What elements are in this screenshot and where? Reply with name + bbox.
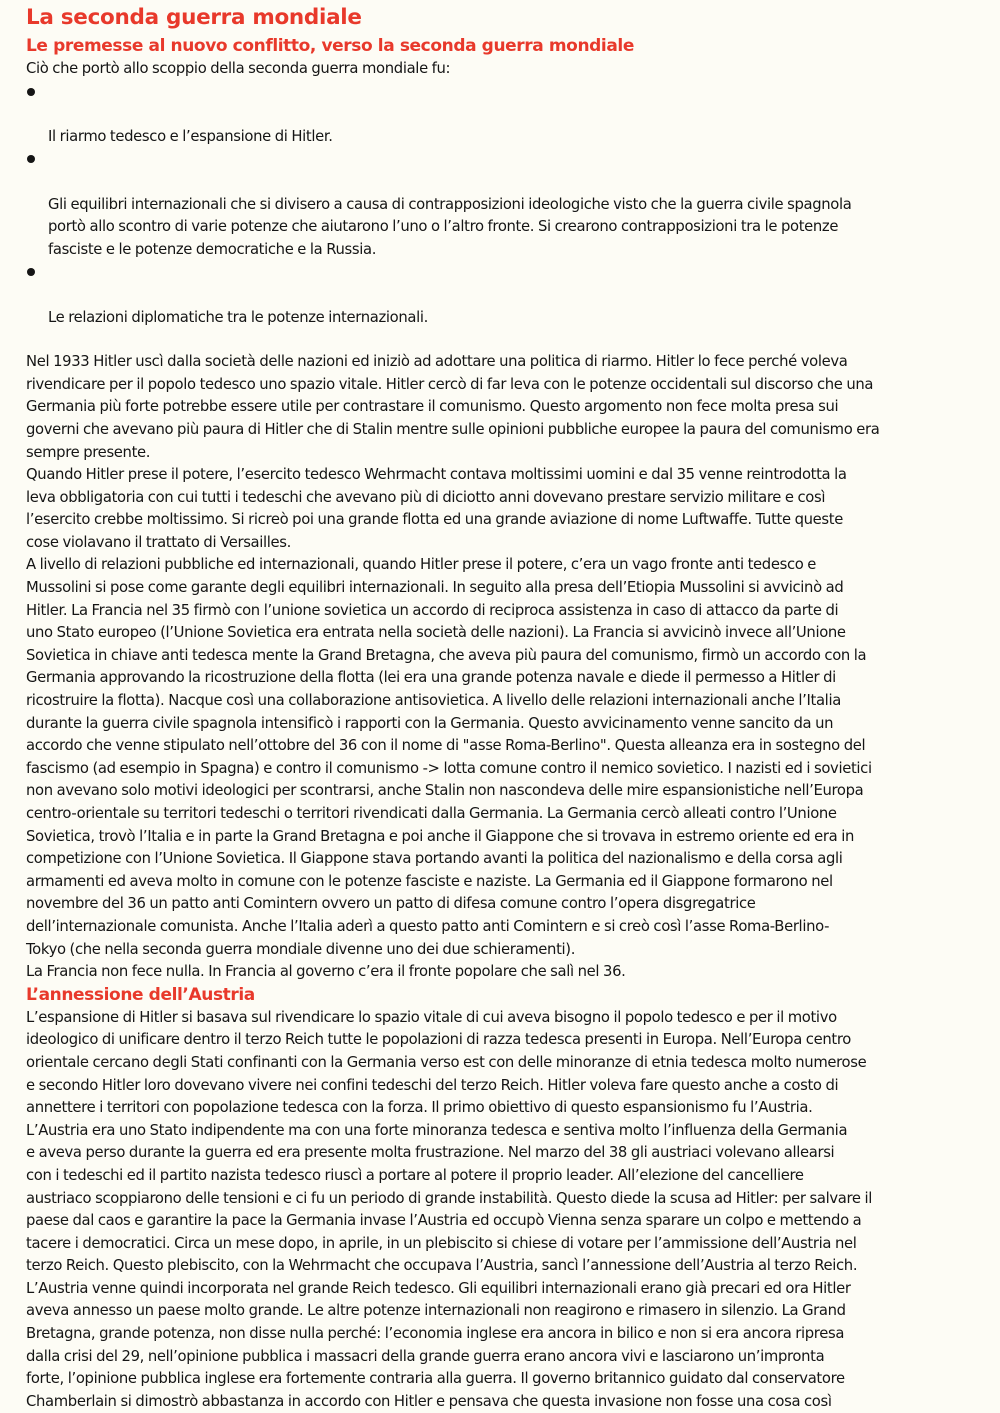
- list-item-text: Le relazioni diplomatiche tra le potenze internazionali.: [48, 308, 428, 326]
- list-item: [48, 81, 976, 149]
- list-item-text: Il riarmo tedesco e l’espansione di Hitler.: [48, 127, 333, 145]
- paragraph-wehrmacht: Quando Hitler prese il potere, l’esercito tedesco Wehrmacht contava moltissimi uomini e dal 35 venne reintrodotta la leva obbligatoria con cui tutti i tedeschi che avevano più di diciotto anni dovevano prestare servizio militare e così l’esercito crebbe moltissimo. Si ricreò poi una grande flotta ed una grande aviazione di nome Luftwaffe. Tutte queste cose violavano il trattato di Versailles.: [26, 466, 847, 551]
- list-item-text: Gli equilibri internazionali che si divisero a causa di contrapposizioni ideologiche visto che la guerra civile spagnola portò allo scontro di varie potenze che aiutarono l’uno o l’altro fronte. Si crearono contrapposizioni tra le potenze fasciste e le potenze democratiche e la Russia.: [48, 195, 852, 258]
- section-heading-austria: L’annessione dell’Austria: [26, 984, 255, 1005]
- paragraph-relazioni: A livello di relazioni pubbliche ed internazionali, quando Hitler prese il potere, c’era un vago fronte anti tedesco e Mussolini si pose come garante degli equilibri internazionali. In seguito alla presa dell’Etiopia Mussolini si avvicinò ad Hitler. La Francia nel 35 firmò con l’unione sovietica un accordo di reciproca assistenza in caso di attacco da parte di uno Stato europeo (l’Unione Sovietica era entrata nella società delle nazioni). La Francia si avvicinò invece all’Unione Sovietica in chiave anti tedesca mente la Grand Bretagna, che aveva più paura del comunismo, firmò un accordo con la Germania approvando la ricostruzione della flotta (lei era una grande potenza navale e diede il permesso a Hitler di ricostruire la flotta). Nacque così una collaborazione antisovietica. A livello delle relazioni internazionali anche l’Italia durante la guerra civile spagnola intensificò i rapporti con la Germania. Questo avvicinamento venne sancito da un accordo che venne stipulato nell’ottobre del 36 con il nome di "asse Roma-Berlino". Questa alleanza era in sostegno del fascismo (ad esempio in Spagna) e contro il comunismo -> lotta comune contro il nemico sovietico. I nazisti ed i sovietici non avevano solo motivi ideologici per scontrarsi, anche Stalin non nascondeva delle mire espansionistiche nell’Europa centro-orientale su territori tedeschi o territori rivendicati dalla Germania. La Germania cercò alleati contro l’Unione Sovietica, trovò l’Italia e in parte la Grand Bretagna e poi anche il Giappone che si trovava in estremo oriente ed era in competizione con l’Unione Sovietica. Il Giappone stava portando avanti la politica del nazionalismo e della corsa agli armamenti ed aveva molto in comune con le potenze fasciste e naziste. La Germania ed il Giappone formarono nel novembre del 36 un patto anti Comintern ovvero un patto di difesa comune contro l’opera disgregatrice dell’internazionale comunista. Anche l’Italia aderì a questo patto anti Comintern e si creò così l’asse Roma-Berlino- Tokyo (che nella seconda guerra mondiale divenne uno dei due schieramenti).: [26, 556, 872, 958]
- bullet-icon: [27, 268, 35, 276]
- bullet-icon: [27, 155, 35, 163]
- paragraph-espansione: L’espansione di Hitler si basava sul rivendicare lo spazio vitale di cui aveva bisogno il popolo tedesco e per il motivo ideologico di unificare dentro il terzo Reich tutte le popolazioni di razza tedesca presenti in Europa. Nell’Europa centro orientale cercano degli Stati confinanti con la Germania verso est con delle minoranze di etnia tedesca molto numerose e secondo Hitler loro dovevano vivere nei confini tedeschi del terzo Reich. Hitler voleva fare questo anche a costo di annettere i territori con popolazione tedesca con la forza. Il primo obiettivo di questo espansionismo fu l’Austria.: [26, 1008, 867, 1117]
- paragraph-austria: L’Austria era uno Stato indipendente ma con una forte minoranza tedesca e sentiva molto l’influenza della Germania e aveva perso durante la guerra ed era presente molta frustrazione. Nel marzo del 38 gli austriaci volevano allearsi con i tedeschi ed il partito nazista tedesco riuscì a portare al potere il proprio leader. All’elezione del cancelliere austriaco scoppiarono delle tensioni e ci fu un periodo di grande instabilità. Questo diede la scusa ad Hitler: per salvare il paese dal caos e garantire la pace la Germania invase l’Austria ed occupò Vienna senza sparare un colpo e mettendo a tacere i democratici. Circa un mese dopo, in aprile, in un plebiscito si chiese di votare per l’ammissione dell’Austria nel terzo Reich. Questo plebiscito, con la Wehrmacht che occupava l’Austria, sancì l’annessione dell’Austria al terzo Reich.: [26, 1121, 872, 1275]
- paragraph-francia: La Francia non fece nulla. In Francia al governo c’era il fronte popolare che salì nel 36.: [26, 963, 626, 981]
- section-heading-premesse: Le premesse al nuovo conflitto, verso la seconda guerra mondiale: [26, 36, 634, 56]
- causes-list: [26, 81, 976, 330]
- bullet-icon: [27, 88, 35, 96]
- paragraph-reich: L’Austria venne quindi incorporata nel grande Reich tedesco. Gli equilibri internazionali erano già precari ed ora Hitler aveva annesso un paese molto grande. Le altre potenze internazionali non reagirono e rimasero in silenzio. La Grand Bretagna, grande potenza, non disse nulla perché: l’economia inglese era ancora in bilico e non si era ancora ripresa dalla crisi del 29, nell’opinione pubblica i massacri della grande guerra erano ancora vivi e lasciarono un’impronta forte, l’opinione pubblica inglese era fortemente contraria alla guerra. Il governo britannico guidato dal conservatore Chamberlain si dimostrò abbastanza in accordo con Hitler e pensava che questa invasione non fosse una cosa così: [26, 1279, 851, 1410]
- paragraph-riarmo: Nel 1933 Hitler uscì dalla società delle nazioni ed iniziò ad adottare una politica di riarmo. Hitler lo fece perché voleva rivendicare per il popolo tedesco uno spazio vitale. Hitler cercò di far leva con le potenze occidentali sul discorso che una Germania più forte potrebbe essere utile per contrastare il comunismo. Questo argomento non fece molta presa sui governi che avevano più paura di Hitler che di Stalin mentre sulle opinioni pubbliche europee la paura del comunismo era sempre presente.: [26, 353, 880, 461]
- list-item: [48, 261, 976, 329]
- list-item: [48, 148, 976, 261]
- paragraph-spacer: [26, 329, 976, 351]
- document-title: La seconda guerra mondiale: [26, 5, 362, 30]
- section-intro: Ciò che portò allo scoppio della seconda guerra mondiale fu:: [26, 60, 451, 77]
